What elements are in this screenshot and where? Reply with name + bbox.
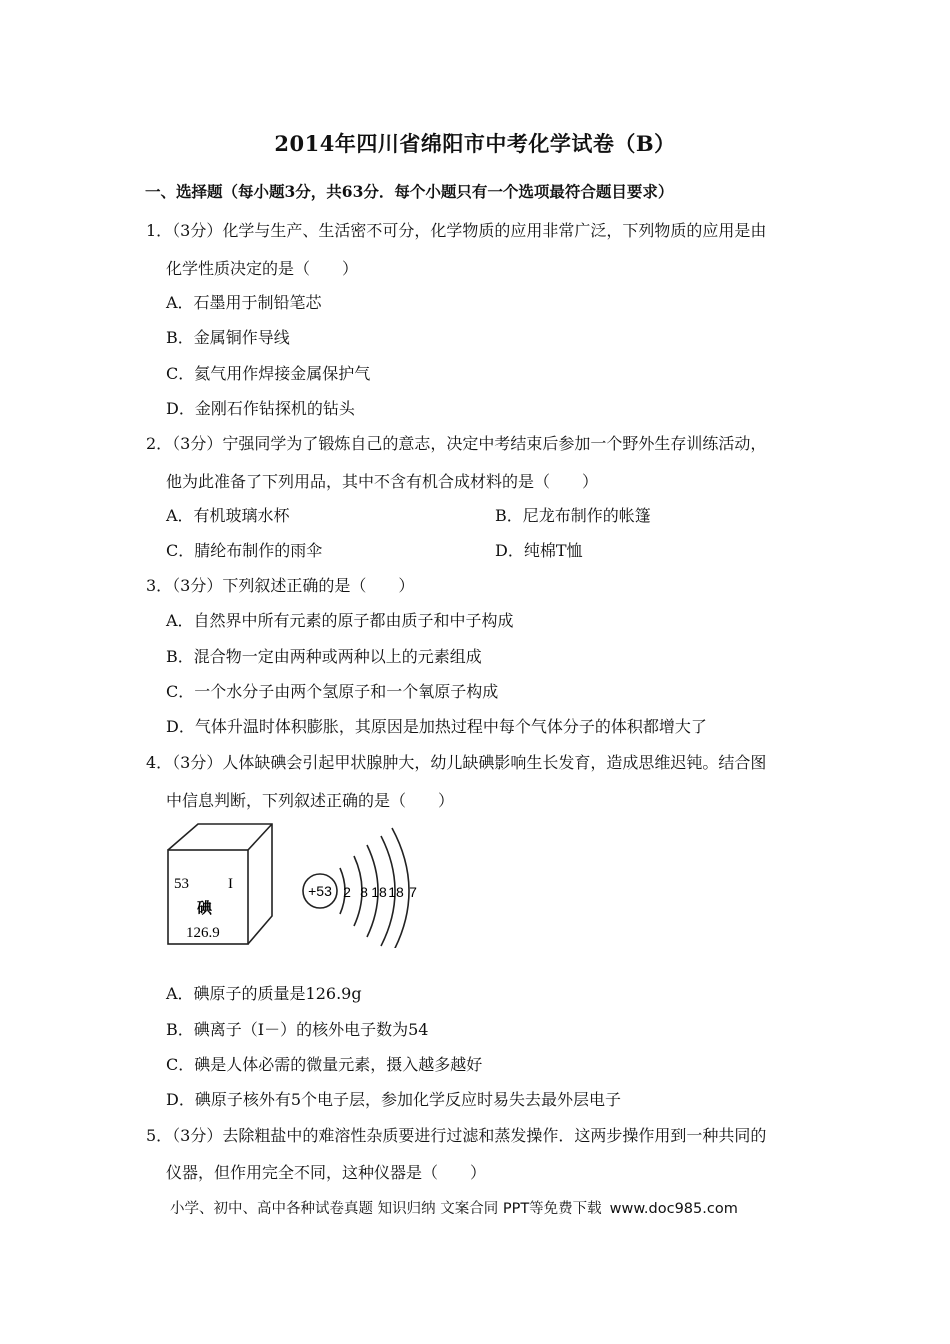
question-4-option-c: C．碘是人体必需的微量元素，摄入越多越好 (166, 1055, 483, 1074)
question-5-stem: 5．（3分）去除粗盐中的难溶性杂质要进行过滤和蒸发操作．这两步操作用到一种共同的 (146, 1126, 767, 1145)
question-3-option-b: B．混合物一定由两种或两种以上的元素组成 (166, 647, 482, 666)
question-3-option-a: A．自然界中所有元素的原子都由质子和中子构成 (166, 611, 514, 630)
shell-electrons-2: 8 (360, 884, 368, 900)
question-1-option-a: A．石墨用于制铅笔芯 (166, 293, 322, 312)
question-2-stem-cont: 他为此准备了下列用品，其中不含有机合成材料的是（ ） (166, 472, 599, 491)
question-2-option-b: B．尼龙布制作的帐篷 (495, 506, 651, 525)
question-1-option-c: C．氦气用作焊接金属保护气 (166, 364, 371, 383)
question-3-option-c: C．一个水分子由两个氢原子和一个氧原子构成 (166, 682, 499, 701)
element-name: 碘 (197, 899, 213, 917)
shell-electrons-1: 2 (343, 884, 351, 900)
question-1-option-b: B．金属铜作导线 (166, 328, 290, 347)
question-3-stem: 3．（3分）下列叙述正确的是（ ） (146, 576, 415, 595)
iodine-element-figure (160, 818, 425, 948)
question-2-option-d: D．纯棉T恤 (495, 541, 583, 560)
atomic-mass: 126.9 (186, 925, 220, 941)
element-symbol: I (228, 876, 233, 892)
question-4-option-a: A．碘原子的质量是126.9g (166, 984, 362, 1003)
section-heading: 一、选择题（每小题3分，共63分．每个小题只有一个选项最符合题目要求） (145, 182, 674, 201)
question-4-stem-cont: 中信息判断，下列叙述正确的是（ ） (166, 791, 455, 810)
question-1-stem-cont: 化学性质决定的是（ ） (166, 259, 359, 278)
shell-electrons-5: 7 (409, 884, 417, 900)
shell-electrons-3: 18 (371, 884, 387, 900)
question-2-stem: 2．（3分）宁强同学为了锻炼自己的意志，决定中考结束后参加一个野外生存训练活动， (146, 434, 767, 453)
question-2-option-a: A．有机玻璃水杯 (166, 506, 290, 525)
page-title: 2014年四川省绵阳市中考化学试卷（B） (274, 131, 676, 156)
question-1-option-d: D．金刚石作钻探机的钻头 (166, 399, 355, 418)
question-4-stem: 4．（3分）人体缺碘会引起甲状腺肿大，幼儿缺碘影响生长发育，造成思维迟钝。结合图 (146, 753, 767, 772)
question-3-option-d: D．气体升温时体积膨胀，其原因是加热过程中每个气体分子的体积都增大了 (166, 717, 707, 736)
question-4-option-b: B．碘离子（I－）的核外电子数为54 (166, 1020, 429, 1039)
question-1-stem: 1．（3分）化学与生产、生活密不可分，化学物质的应用非常广泛，下列物质的应用是由 (146, 221, 767, 240)
page-footer (170, 1197, 738, 1218)
atomic-number: 53 (174, 876, 189, 892)
question-2-option-c: C．腈纶布制作的雨伞 (166, 541, 323, 560)
footer-link[interactable]: www.doc985.com (609, 1201, 738, 1217)
question-4-option-d: D．碘原子核外有5个电子层，参加化学反应时易失去最外层电子 (166, 1090, 622, 1109)
shell-electrons-4: 18 (388, 884, 404, 900)
nucleus-charge: +53 (308, 883, 332, 899)
footer-text: 小学、初中、高中各种试卷真题 知识归纳 文案合同 PPT等免费下载 (170, 1201, 602, 1217)
question-5-stem-cont: 仪器，但作用完全不同，这种仪器是（ ） (166, 1163, 487, 1182)
element-card-edge (248, 824, 272, 850)
